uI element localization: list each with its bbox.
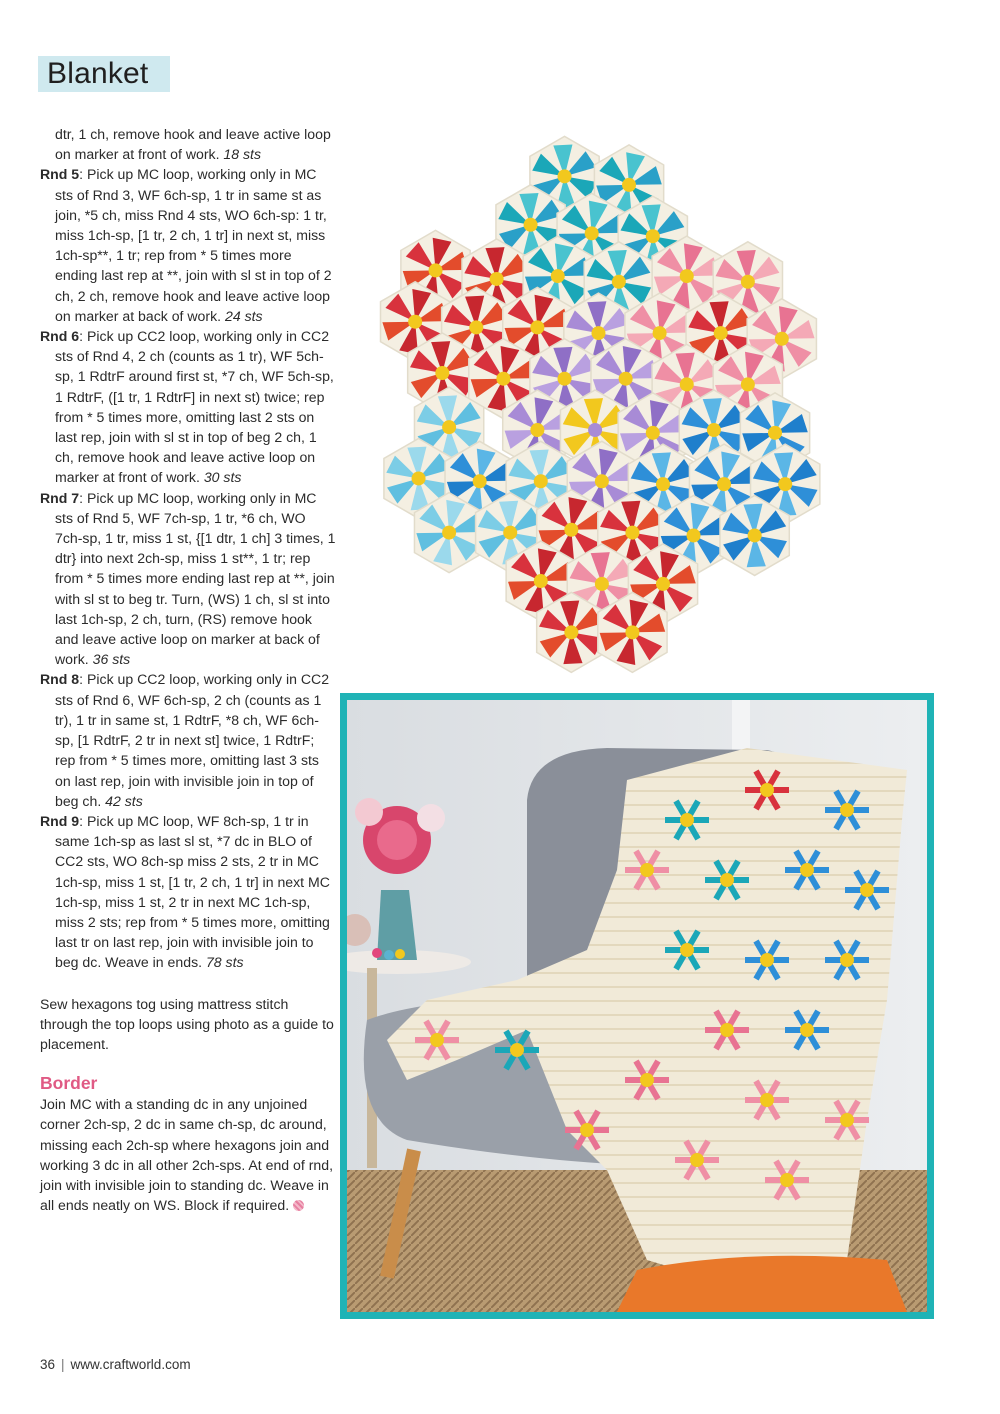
- footer-url: www.craftworld.com: [70, 1357, 191, 1372]
- page-number: 36: [40, 1357, 56, 1372]
- round-label: Rnd 5: [40, 166, 80, 183]
- border-heading: Border: [40, 1073, 98, 1094]
- round-label: Rnd 8: [40, 671, 80, 688]
- round-8: Rnd 8: Pick up CC2 loop, working only in CC2 sts of Rnd 6, WF 6ch-sp, 2 ch (counts as 1 tr), 1 tr in same st, 1 RdtrF, *8 ch, WF 6ch-sp, [1 RdtrF, 2 tr in next st] twice, 1 RdtrF; rep from * 5 times more, omitting last 3 sts on last rep, join with invisible join in top of beg ch. 42 sts: [40, 671, 330, 809]
- page-title: Blanket: [47, 57, 149, 90]
- end-mark-icon: [293, 1200, 304, 1211]
- round-label: Rnd 6: [40, 328, 80, 345]
- blanket-on-chair-photo: [347, 700, 927, 1312]
- title-badge: [38, 56, 170, 92]
- hexagon-motif-layout: [340, 100, 940, 720]
- rnd4-continuation: dtr, 1 ch, remove hook and leave active loop on marker at front of work. 18 sts: [55, 126, 331, 163]
- page-footer: [40, 1357, 191, 1372]
- footer-divider: |: [61, 1357, 65, 1372]
- round-label: Rnd 9: [40, 812, 80, 829]
- round-5: Rnd 5: Pick up MC loop, working only in MC sts of Rnd 3, WF 6ch-sp, 1 tr in same st as join, *5 ch, miss Rnd 4 sts, WO 6ch-sp: 1 tr, miss 1ch-sp, [1 tr, 2 ch, 1 tr] in next st, miss 1ch-sp**, 1 tr; rep from * 5 times more ending last rep at **, join with sl st in top of 2 ch, 2 ch, remove hook and leave active loop on marker at back of work. 24 sts: [40, 166, 332, 324]
- photo-frame: [340, 693, 934, 1319]
- round-7: Rnd 7: Pick up MC loop, working only in MC sts of Rnd 5, WF 7ch-sp, 1 tr, *6 ch, WO 7ch-sp, 1 tr, miss 1 st, {[1 dtr, 1 ch] 3 times, 1 dtr} into next 2ch-sp, miss 1 st**, 1 tr; rep from * 5 times more ending last rep at **, join with sl st to beg tr. Turn, (WS) 1 ch, sl st into last 1ch-sp, 2 ch, turn, (RS) remove hook and leave active loop on marker at back of work. 36 sts: [40, 489, 336, 668]
- round-9: Rnd 9: Pick up MC loop, WF 8ch-sp, 1 tr in same 1ch-sp as last sl st, *7 dc in BLO of CC2 sts, WO 8ch-sp miss 2 sts, 2 tr in MC 1ch-sp, miss 1 st, [1 tr, 2 ch, 1 tr] in next MC 1ch-sp, miss 1 st, 2 tr in next MC 1ch-sp, miss 2 sts; rep from * 5 times more, omitting last tr on last rep, join with invisible join to beg dc. Weave in ends. 78 sts: [40, 812, 330, 971]
- round-label: Rnd 7: [40, 489, 80, 506]
- sew-instructions: Sew hexagons tog using mattress stitch through the top loops using photo as a guide to placement.: [40, 995, 334, 1052]
- round-6: Rnd 6: Pick up CC2 loop, working only in CC2 sts of Rnd 4, 2 ch (counts as 1 tr), WF 5ch-sp, 1 RdtrF around first st, *7 ch, WF 5ch-sp, 1 RdtrF, ([1 tr, 1 RdtrF] in next st) twice; rep from * 5 times more, omitting last 2 sts on last rep, join with sl st in top of beg 2 ch, 1 ch, remove hook and leave active loop on marker at front of work. 30 sts: [40, 328, 334, 486]
- hexagon-blanket-image: [340, 100, 940, 720]
- border-instructions: Join MC with a standing dc in any unjoined corner 2ch-sp, 2 dc in same ch-sp, dc around, missing each 2ch-sp where hexagons join and working 3 dc in all other 2ch-sps. At end of rnd, join with invisible join to standing dc. Weave in all ends neatly on WS. Block if required.: [40, 1096, 333, 1214]
- pattern-column: [40, 124, 336, 1215]
- photo-illustration: [347, 700, 927, 1312]
